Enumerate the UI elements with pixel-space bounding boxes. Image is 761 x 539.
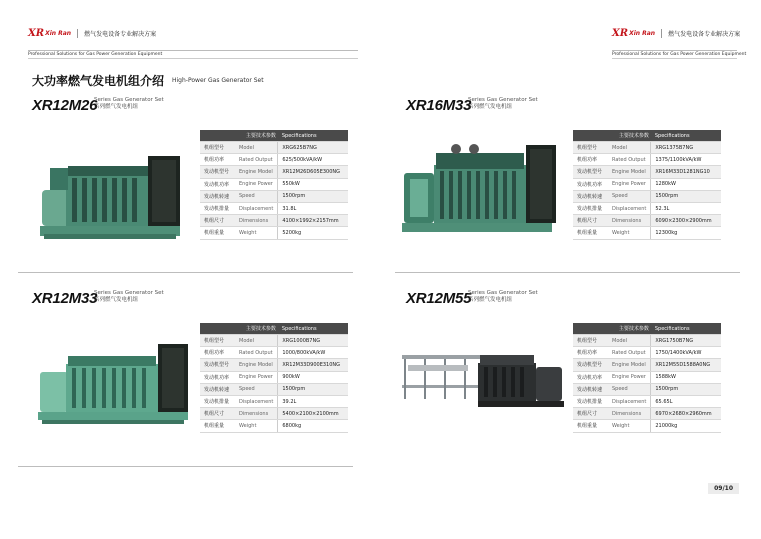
- spec-value: 6970×2680×2960mm: [651, 408, 722, 420]
- spec-table: [573, 130, 721, 240]
- model-name: XR12M33: [32, 290, 98, 307]
- spec-label-en: Speed: [608, 383, 651, 395]
- spec-label-cn: 机组重量: [200, 420, 235, 432]
- spec-label-en: Dimensions: [608, 408, 651, 420]
- spec-label-en: Displacement: [235, 395, 278, 407]
- spec-label-en: Engine Model: [608, 359, 651, 371]
- spec-label-cn: 机组型号: [573, 142, 608, 154]
- spec-value: 1375/1100kVA/kW: [651, 154, 722, 166]
- spec-label-en: Rated Output: [235, 154, 278, 166]
- generator-set-image: [398, 345, 568, 415]
- spec-label-en: Engine Model: [235, 166, 278, 178]
- spec-row: [573, 215, 721, 227]
- spec-label-en: Model: [608, 142, 651, 154]
- spec-value: 21000kg: [651, 420, 722, 432]
- spec-header-cn: 主要技术参数: [573, 130, 651, 142]
- spec-value: 6800kg: [278, 420, 349, 432]
- header-rule: [612, 50, 737, 51]
- spec-value: XRG625B7NG: [278, 142, 349, 154]
- series-en: Series Gas Generator Set: [94, 97, 164, 103]
- spec-value: 39.2L: [278, 395, 349, 407]
- spec-label-cn: 发动机转速: [573, 383, 608, 395]
- spec-row: [200, 142, 348, 154]
- spec-label-cn: 机组功率: [573, 347, 608, 359]
- spec-table: [573, 323, 721, 433]
- spec-value: 12300kg: [651, 227, 722, 239]
- spec-value: 900kW: [278, 371, 349, 383]
- spec-row: [200, 383, 348, 395]
- spec-row: [200, 395, 348, 407]
- spec-header-cn: 主要技术参数: [200, 130, 278, 142]
- spec-label-en: Model: [235, 142, 278, 154]
- spec-label-cn: 机组型号: [200, 335, 235, 347]
- spec-label-en: Speed: [608, 190, 651, 202]
- spec-label-en: Speed: [235, 190, 278, 202]
- spec-value: XR12M26D605E300NG: [278, 166, 349, 178]
- spec-label-en: Model: [235, 335, 278, 347]
- spec-row: [573, 359, 721, 371]
- spec-label-en: Rated Output: [235, 347, 278, 359]
- spec-value: XR12M55D1588A0NG: [651, 359, 722, 371]
- series-label: [468, 97, 538, 111]
- spec-row: [573, 154, 721, 166]
- spec-header-cn: 主要技术参数: [200, 323, 278, 335]
- spec-value: XRG1375B7NG: [651, 142, 722, 154]
- header-rule: [28, 50, 358, 51]
- spec-row: [200, 178, 348, 190]
- spec-label-en: Weight: [608, 420, 651, 432]
- spec-row: [200, 215, 348, 227]
- spec-header-row: [200, 323, 348, 335]
- spec-row: [200, 420, 348, 432]
- spec-value: 65.65L: [651, 395, 722, 407]
- spec-label-en: Engine Power: [608, 178, 651, 190]
- series-label: [94, 290, 164, 304]
- spec-value: 1500rpm: [651, 190, 722, 202]
- spec-value: 1750/1400kVA/kW: [651, 347, 722, 359]
- spec-row: [573, 371, 721, 383]
- spec-label-en: Engine Power: [608, 371, 651, 383]
- spec-header-row: [573, 323, 721, 335]
- spec-label-en: Weight: [235, 227, 278, 239]
- spec-label-cn: 发动机转速: [573, 190, 608, 202]
- spec-label-cn: 机组功率: [573, 154, 608, 166]
- logo-mark: XR: [612, 28, 629, 39]
- spec-label-en: Rated Output: [608, 154, 651, 166]
- spec-value: XRG1750B7NG: [651, 335, 722, 347]
- spec-value: 1000/800kVA/kW: [278, 347, 349, 359]
- spec-label-cn: 发动机排量: [573, 395, 608, 407]
- spec-label-cn: 发动机功率: [200, 371, 235, 383]
- spec-label-cn: 发动机排量: [200, 202, 235, 214]
- section-divider: [18, 466, 353, 467]
- header-rule-lower: [28, 58, 358, 59]
- spec-label-cn: 机组尺寸: [573, 408, 608, 420]
- spec-label-en: Displacement: [235, 202, 278, 214]
- model-name: XR12M26: [32, 97, 98, 114]
- series-cn: 系列燃气发电机组: [468, 104, 513, 110]
- spec-value: 1280kW: [651, 178, 722, 190]
- spec-value: XR16M33D1281NG10: [651, 166, 722, 178]
- spec-label-en: Weight: [608, 227, 651, 239]
- spec-label-en: Rated Output: [608, 347, 651, 359]
- spec-label-en: Engine Power: [235, 178, 278, 190]
- generator-set-image: [36, 150, 186, 245]
- spec-label-cn: 机组重量: [200, 227, 235, 239]
- spec-label-cn: 机组功率: [200, 347, 235, 359]
- spec-label-cn: 机组尺寸: [200, 215, 235, 227]
- series-en: Series Gas Generator Set: [468, 97, 538, 103]
- brand-logo: [612, 28, 655, 39]
- spec-row: [200, 154, 348, 166]
- header-left: [28, 28, 156, 39]
- page-title-en: High-Power Gas Generator Set: [172, 77, 264, 84]
- spec-row: [573, 190, 721, 202]
- spec-value: 6090×2300×2900mm: [651, 215, 722, 227]
- section-divider: [395, 272, 740, 273]
- spec-row: [573, 335, 721, 347]
- spec-row: [573, 420, 721, 432]
- spec-row: [573, 227, 721, 239]
- spec-label-cn: 机组重量: [573, 420, 608, 432]
- spec-header-row: [573, 130, 721, 142]
- header-separator: [661, 29, 662, 38]
- spec-row: [573, 166, 721, 178]
- series-label: [468, 290, 538, 304]
- spec-value: 625/500kVA/kW: [278, 154, 349, 166]
- series-cn: 系列燃气发电机组: [468, 297, 513, 303]
- spec-row: [573, 347, 721, 359]
- series-cn: 系列燃气发电机组: [94, 297, 139, 303]
- brand-logo: [28, 28, 71, 39]
- header-right: [612, 28, 740, 39]
- spec-row: [200, 166, 348, 178]
- generator-set-image: [36, 342, 196, 427]
- spec-label-cn: 发动机型号: [200, 166, 235, 178]
- spec-row: [573, 408, 721, 420]
- spec-label-en: Displacement: [608, 395, 651, 407]
- spec-label-en: Model: [608, 335, 651, 347]
- spec-label-cn: 发动机功率: [573, 371, 608, 383]
- spec-table: [200, 323, 348, 433]
- spec-value: 1500rpm: [651, 383, 722, 395]
- spec-value: 1588kW: [651, 371, 722, 383]
- series-en: Series Gas Generator Set: [468, 290, 538, 296]
- spec-label-en: Dimensions: [608, 215, 651, 227]
- spec-label-cn: 发动机型号: [573, 359, 608, 371]
- header-tagline-cn: 燃气发电设备专业解决方案: [668, 31, 741, 38]
- series-label: [94, 97, 164, 111]
- spec-value: 1500rpm: [278, 383, 349, 395]
- spec-label-cn: 发动机转速: [200, 190, 235, 202]
- spec-row: [573, 202, 721, 214]
- page-title: 大功率燃气发电机组介绍: [32, 74, 165, 88]
- spec-header-en: Specifications: [651, 323, 722, 335]
- spec-label-cn: 发动机功率: [200, 178, 235, 190]
- header-tagline-en: Professional Solutions for Gas Power Generation Equipment: [612, 52, 747, 57]
- spec-row: [200, 190, 348, 202]
- spec-row: [573, 178, 721, 190]
- spec-label-en: Displacement: [608, 202, 651, 214]
- spec-value: XR12M33D900E310NG: [278, 359, 349, 371]
- spec-label-en: Dimensions: [235, 408, 278, 420]
- spec-label-cn: 发动机功率: [573, 178, 608, 190]
- section-divider: [18, 272, 353, 273]
- spec-header-en: Specifications: [651, 130, 722, 142]
- spec-row: [200, 335, 348, 347]
- spec-row: [573, 395, 721, 407]
- spec-value: 5200kg: [278, 227, 349, 239]
- spec-row: [200, 371, 348, 383]
- page-number: 09/10: [708, 483, 739, 494]
- spec-label-cn: 发动机型号: [573, 166, 608, 178]
- spec-row: [573, 142, 721, 154]
- spec-value: 1500rpm: [278, 190, 349, 202]
- spec-row: [200, 227, 348, 239]
- generator-set-image: [400, 143, 560, 238]
- spec-label-cn: 机组尺寸: [200, 408, 235, 420]
- spec-header-cn: 主要技术参数: [573, 323, 651, 335]
- spec-label-en: Dimensions: [235, 215, 278, 227]
- logo-brand: Xin Ran: [629, 30, 656, 37]
- spec-value: XRG1000B7NG: [278, 335, 349, 347]
- spec-row: [200, 202, 348, 214]
- spec-value: 5400×2100×2100mm: [278, 408, 349, 420]
- model-name: XR16M33: [406, 97, 472, 114]
- model-name: XR12M55: [406, 290, 472, 307]
- spec-header-en: Specifications: [278, 323, 349, 335]
- spec-table: [200, 130, 348, 240]
- spec-label-en: Speed: [235, 383, 278, 395]
- spec-label-en: Engine Model: [235, 359, 278, 371]
- series-en: Series Gas Generator Set: [94, 290, 164, 296]
- spec-header-en: Specifications: [278, 130, 349, 142]
- spec-value: 31.8L: [278, 202, 349, 214]
- spec-label-cn: 机组尺寸: [573, 215, 608, 227]
- spec-value: 4100×1992×2157mm: [278, 215, 349, 227]
- spec-header-row: [200, 130, 348, 142]
- header-tagline-cn: 燃气发电设备专业解决方案: [84, 31, 157, 38]
- logo-brand: Xin Ran: [45, 30, 72, 37]
- spec-value: 52.3L: [651, 202, 722, 214]
- header-rule-lower: [612, 58, 737, 59]
- spec-label-cn: 机组型号: [200, 142, 235, 154]
- spec-row: [200, 408, 348, 420]
- spec-row: [200, 347, 348, 359]
- spec-row: [200, 359, 348, 371]
- series-cn: 系列燃气发电机组: [94, 104, 139, 110]
- spec-label-cn: 发动机排量: [573, 202, 608, 214]
- spec-label-cn: 机组型号: [573, 335, 608, 347]
- spec-label-cn: 机组重量: [573, 227, 608, 239]
- spec-label-en: Engine Model: [608, 166, 651, 178]
- spec-label-cn: 发动机转速: [200, 383, 235, 395]
- spec-label-cn: 机组功率: [200, 154, 235, 166]
- spec-value: 550kW: [278, 178, 349, 190]
- spec-label-cn: 发动机排量: [200, 395, 235, 407]
- spec-label-cn: 发动机型号: [200, 359, 235, 371]
- spec-label-en: Weight: [235, 420, 278, 432]
- header-tagline-en: Professional Solutions for Gas Power Generation Equipment: [28, 52, 163, 57]
- logo-mark: XR: [28, 28, 45, 39]
- spec-row: [573, 383, 721, 395]
- spec-label-en: Engine Power: [235, 371, 278, 383]
- header-separator: [77, 29, 78, 38]
